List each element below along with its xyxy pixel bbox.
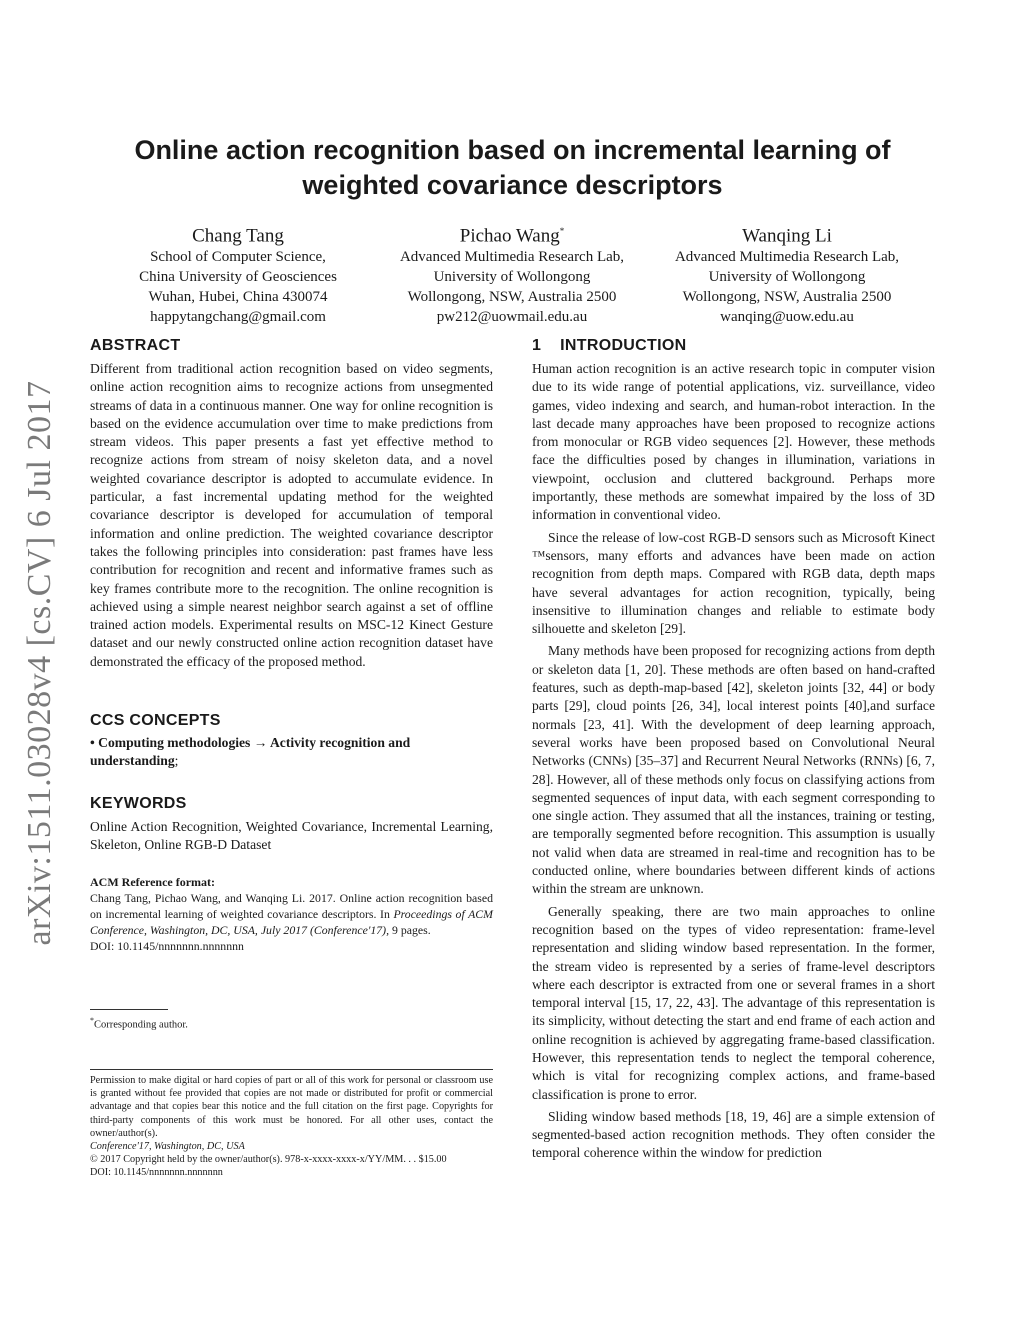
author-affiliation: Advanced Multimedia Research Lab, xyxy=(399,249,625,266)
author-affiliation: Wuhan, Hubei, China 430074 xyxy=(148,289,328,306)
author-mark: * xyxy=(559,226,565,236)
abstract-section xyxy=(90,335,493,671)
author-name: Chang Tang xyxy=(192,225,284,247)
author-block xyxy=(88,220,388,327)
copyright-line: © 2017 Copyright held by the owner/author(s). 978-x-xxxx-xxxx-x/YY/MM. . . $15.00 xyxy=(90,1154,447,1166)
intro-paragraph: Many methods have been proposed for recognizing actions from depth or skeleton data [1, 20]. These methods are often based on hand-crafted features, such as depth-map-based [42], skeleton joints [32, 44] or body parts [29], cloud points [26, 34], local interest points [40],and surface normals [23, 41]. With the development of deep learning approach, several works have been proposed based on Convolutional Neural Networks (CNNs) [35–37] and Recurrent Neural Networks (RNNs) [6, 7, 28]. However, all of these methods only focus on classifying actions from segmented sequences of input data, with each segment corresponding to one single action. They assumed that all the instances, training or testing, are temporally segmented before recognition. This assumption is usually not valid when data are streamed in real-time and recognition has to be conducted online, where boundaries between different kinds of actions within the stream are unknown. xyxy=(532,643,935,897)
author-block xyxy=(637,220,937,327)
permission-block xyxy=(90,1069,493,1180)
abstract-text: Different from traditional action recognition based on video segments, online action recognition aims to recognize actions from unsegmented streams of data in a continuous manner. One way for online recognition is based on the evidence accumulation over time to make predictions from stream videos. This paper presents a fast yet effective method to recognize actions from stream of noisy skeleton data, and a novel weighted covariance descriptor is adopted to accumulate evidence. In particular, a fast incremental updating method for the weighted covariance descriptor is developed for accumulation of temporal information and online prediction. The weighted covariance descriptor takes the following principles into consideration: past frames have less contribution for recognition and recent and informative frames such as key frames contribute more to the recognition. The online recognition is achieved using a simple nearest neighbor search against a set of offline trained action models. Experimental results on MSC-12 Kinect Gesture dataset and our newly constructed online action recognition dataset have demonstrated the efficacy of the proposed method. xyxy=(90,361,493,669)
ccs-concept xyxy=(90,734,493,771)
keywords-section xyxy=(90,793,493,855)
acm-ref-pages: 9 pages. xyxy=(389,923,431,937)
author-email: wanqing@uow.edu.au xyxy=(720,309,854,326)
ccs-concept-text: • Computing methodologies → Activity recognition and understanding xyxy=(90,735,411,769)
author-affiliation: Wollongong, NSW, Australia 2500 xyxy=(407,289,617,306)
abstract-heading: ABSTRACT xyxy=(90,337,181,354)
author-affiliation: School of Computer Science, xyxy=(150,249,326,266)
footnote xyxy=(90,1014,493,1033)
author-name: Wanqing Li xyxy=(742,225,832,247)
arxiv-stamp xyxy=(20,375,60,950)
acm-ref-proceedings: Proceedings of ACM Conference, Washington, DC, USA, July 2017 (Conference'17), xyxy=(90,907,493,937)
intro-paragraph: Generally speaking, there are two main approaches to online recognition based on the types of video representation: frame-level representation and sliding window based representation. In the former, the stream video is represented by a series of frame-level descriptors where each descriptor is extracted from one or several frames in a short temporal interval [15, 17, 22, 43]. The advantage of this representation is its simplicity, without detecting the start and end frame of each action and online recognition is achieved by aggregating frame-based classification. However, this representation tends to neglect the temporal coherence, which is vital for recognizing complex actions, and frame-based classification is prone to error. xyxy=(532,903,935,1102)
ccs-heading: CCS CONCEPTS xyxy=(90,712,221,729)
intro-heading: 1 INTRODUCTION xyxy=(532,337,687,354)
keywords-heading: KEYWORDS xyxy=(90,795,187,812)
arxiv-id: arXiv:1511.03028v4 [cs.CV] 6 Jul 2017 xyxy=(21,380,58,945)
author-affiliation: China University of Geosciences xyxy=(139,269,337,286)
footnote-mark: * xyxy=(90,1016,94,1025)
footnote-rule xyxy=(90,1009,168,1010)
acm-ref-heading: ACM Reference format: xyxy=(90,875,216,889)
ccs-concept-tail: ; xyxy=(174,753,179,769)
intro-paragraph: Sliding window based methods [18, 19, 46] are a simple extension of segmented-based action recognition methods. They often consider the temporal coherence within the window for prediction xyxy=(532,1108,935,1161)
author-email: happytangchang@gmail.com xyxy=(150,309,326,326)
acm-ref-doi: DOI: 10.1145/nnnnnnn.nnnnnnn xyxy=(90,939,244,953)
ccs-section xyxy=(90,710,493,771)
intro-paragraph: Since the release of low-cost RGB-D sensors such as Microsoft Kinect ™sensors, many efforts and advances have been made on action recognition from depth maps. Compared with RGB data, depth maps have several advantages for action recognition, typically, being insensitive to illumination changes and reliable to estimate body silhouette and skeleton [29]. xyxy=(532,529,935,637)
intro-paragraph: Human action recognition is an active research topic in computer vision due to its wide range of potential applications, viz. surveillance, video games, video indexing and search, and human-robot interaction. In the last decade many approaches have been proposed to recognize actions from monocular or RGB video sequences [2]. However, these methods face the difficulties posed by changes in illumination, variations in viewpoint, occlusion and cluttered background. Perhaps more importantly, these methods are somewhat impaired by the loss of 3D information in conventional video. xyxy=(532,361,935,523)
author-affiliation: Advanced Multimedia Research Lab, xyxy=(674,249,900,266)
author-affiliation: University of Wollongong xyxy=(708,269,866,286)
acm-reference xyxy=(90,874,493,954)
footnote-text: Corresponding author. xyxy=(94,1019,188,1031)
author-name: Pichao Wang xyxy=(459,225,560,247)
permission-text: Permission to make digital or hard copies of part or all of this work for personal or classroom use is granted without fee provided that copies are not made or distributed for profit or commercial advantage and that copies bear this notice and the full citation on the first page. Copyrights for third-party components of this work must be honored. For all other uses, contact the owner/author(s). xyxy=(90,1075,493,1139)
acm-ref-plain: Chang Tang, Pichao Wang, and Wanqing Li. 2017. Online action recognition based on incremental learning of weighted covariance descriptors. In xyxy=(90,891,493,921)
author-email: pw212@uowmail.edu.au xyxy=(436,309,588,326)
author-affiliation: Wollongong, NSW, Australia 2500 xyxy=(682,289,892,306)
paper-title: Online action recognition based on incremental learning of weighted covariance descriptors xyxy=(134,135,891,200)
right-column xyxy=(532,335,935,1163)
acm-ref-text xyxy=(90,890,493,938)
permission-rule xyxy=(90,1069,493,1070)
permission-doi: DOI: 10.1145/nnnnnnn.nnnnnnn xyxy=(90,1167,223,1179)
keywords-text: Online Action Recognition, Weighted Covariance, Incremental Learning, Skeleton, Online RGB-D Dataset xyxy=(90,819,493,853)
author-affiliation: University of Wollongong xyxy=(433,269,591,286)
author-block xyxy=(362,220,662,327)
conference-line: Conference'17, Washington, DC, USA xyxy=(90,1141,245,1153)
footnote-area xyxy=(90,1009,493,1033)
